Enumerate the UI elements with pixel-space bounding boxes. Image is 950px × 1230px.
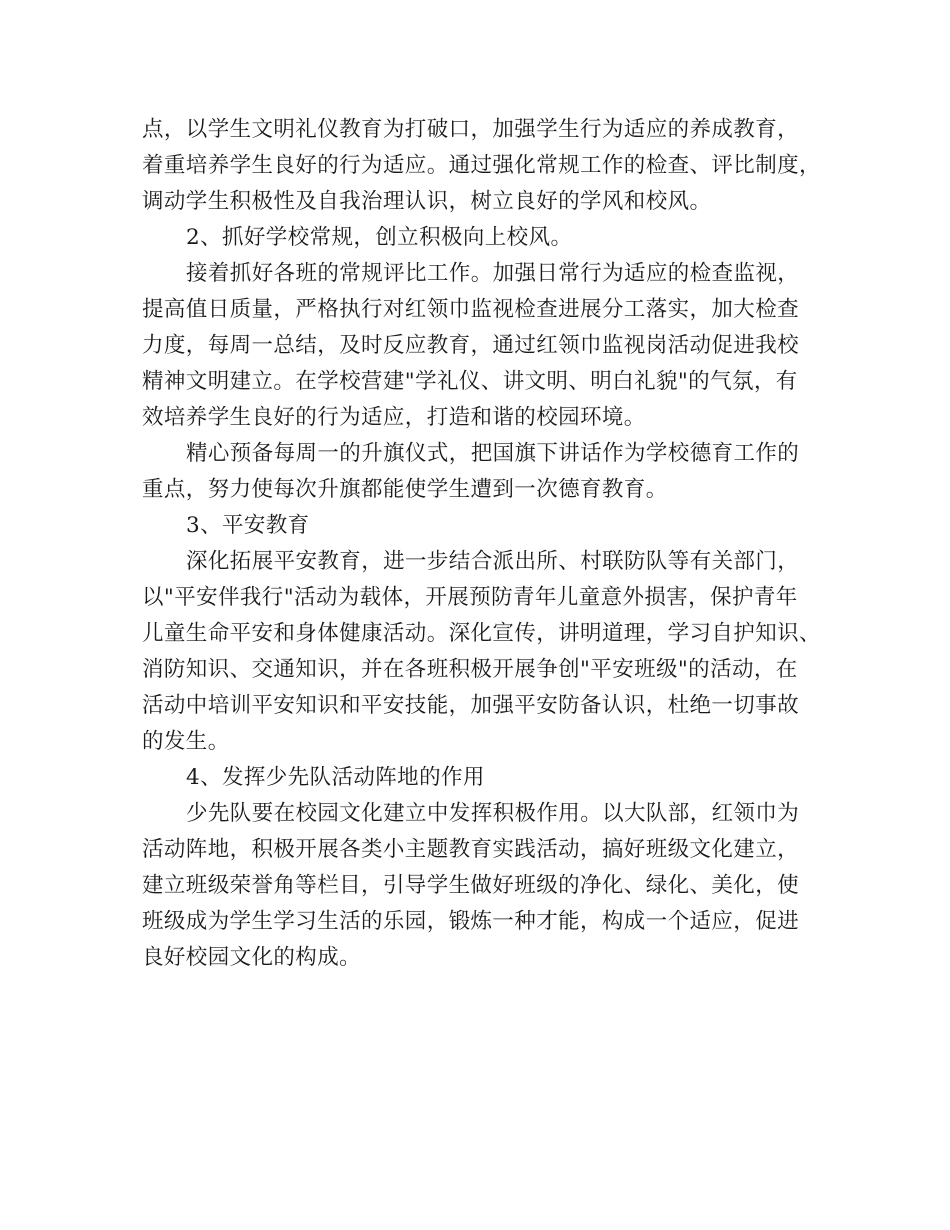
text-line: 以"平安伴我行"活动为载体，开展预防青年儿童意外损害，保护青年: [142, 585, 798, 610]
section-heading: 3、平安教育: [186, 513, 310, 538]
text-line: 班级成为学生学习生活的乐园，锻炼一种才能，构成一个适应，促进: [142, 909, 800, 934]
text-line: 接着抓好各班的常规评比工作。加强日常行为适应的检查监视，: [186, 261, 800, 286]
text-line: 的发生。: [142, 729, 230, 754]
text-line: 良好校园文化的构成。: [142, 945, 362, 970]
text-line: 精心预备每周一的升旗仪式，把国旗下讲话作为学校德育工作的: [186, 441, 800, 466]
section-heading: 2、抓好学校常规，创立积极向上校风。: [186, 225, 573, 250]
text-line: 效培养学生良好的行为适应，打造和谐的校园环境。: [142, 405, 646, 430]
text-line: 精神文明建立。在学校营建"学礼仪、讲文明、明白礼貌"的气氛，有: [142, 369, 798, 394]
text-line: 少先队要在校园文化建立中发挥积极作用。以大队部，红领巾为: [186, 801, 800, 826]
text-line: 活动中培训平安知识和平安技能，加强平安防备认识，杜绝一切事故: [142, 693, 800, 718]
text-line: 着重培养学生良好的行为适应。通过强化常规工作的检查、评比制度，: [142, 153, 821, 178]
text-line: 调动学生积极性及自我治理认识，树立良好的学风和校风。: [142, 189, 712, 214]
text-line: 提高值日质量，严格执行对红领巾监视检查进展分工落实，加大检查: [142, 297, 800, 322]
text-line: 深化拓展平安教育，进一步结合派出所、村联防队等有关部门，: [186, 549, 800, 574]
document-body: [142, 112, 832, 976]
text-line: 儿童生命平安和身体健康活动。深化宣传，讲明道理，学习自护知识、: [142, 621, 821, 646]
text-line: 消防知识、交通知识，并在各班积极开展争创"平安班级"的活动，在: [142, 657, 798, 682]
text-line: 活动阵地，积极开展各类小主题教育实践活动，搞好班级文化建立，: [142, 837, 800, 862]
text-line: 重点，努力使每次升旗都能使学生遭到一次德育教育。: [142, 477, 668, 502]
text-line: 力度，每周一总结，及时反应教育，通过红领巾监视岗活动促进我校: [142, 333, 800, 358]
text-line: 建立班级荣誉角等栏目，引导学生做好班级的净化、绿化、美化，使: [142, 873, 800, 898]
text-line: 点，以学生文明礼仪教育为打破口，加强学生行为适应的养成教育，: [142, 117, 800, 142]
section-heading: 4、发挥少先队活动阵地的作用: [186, 765, 485, 790]
